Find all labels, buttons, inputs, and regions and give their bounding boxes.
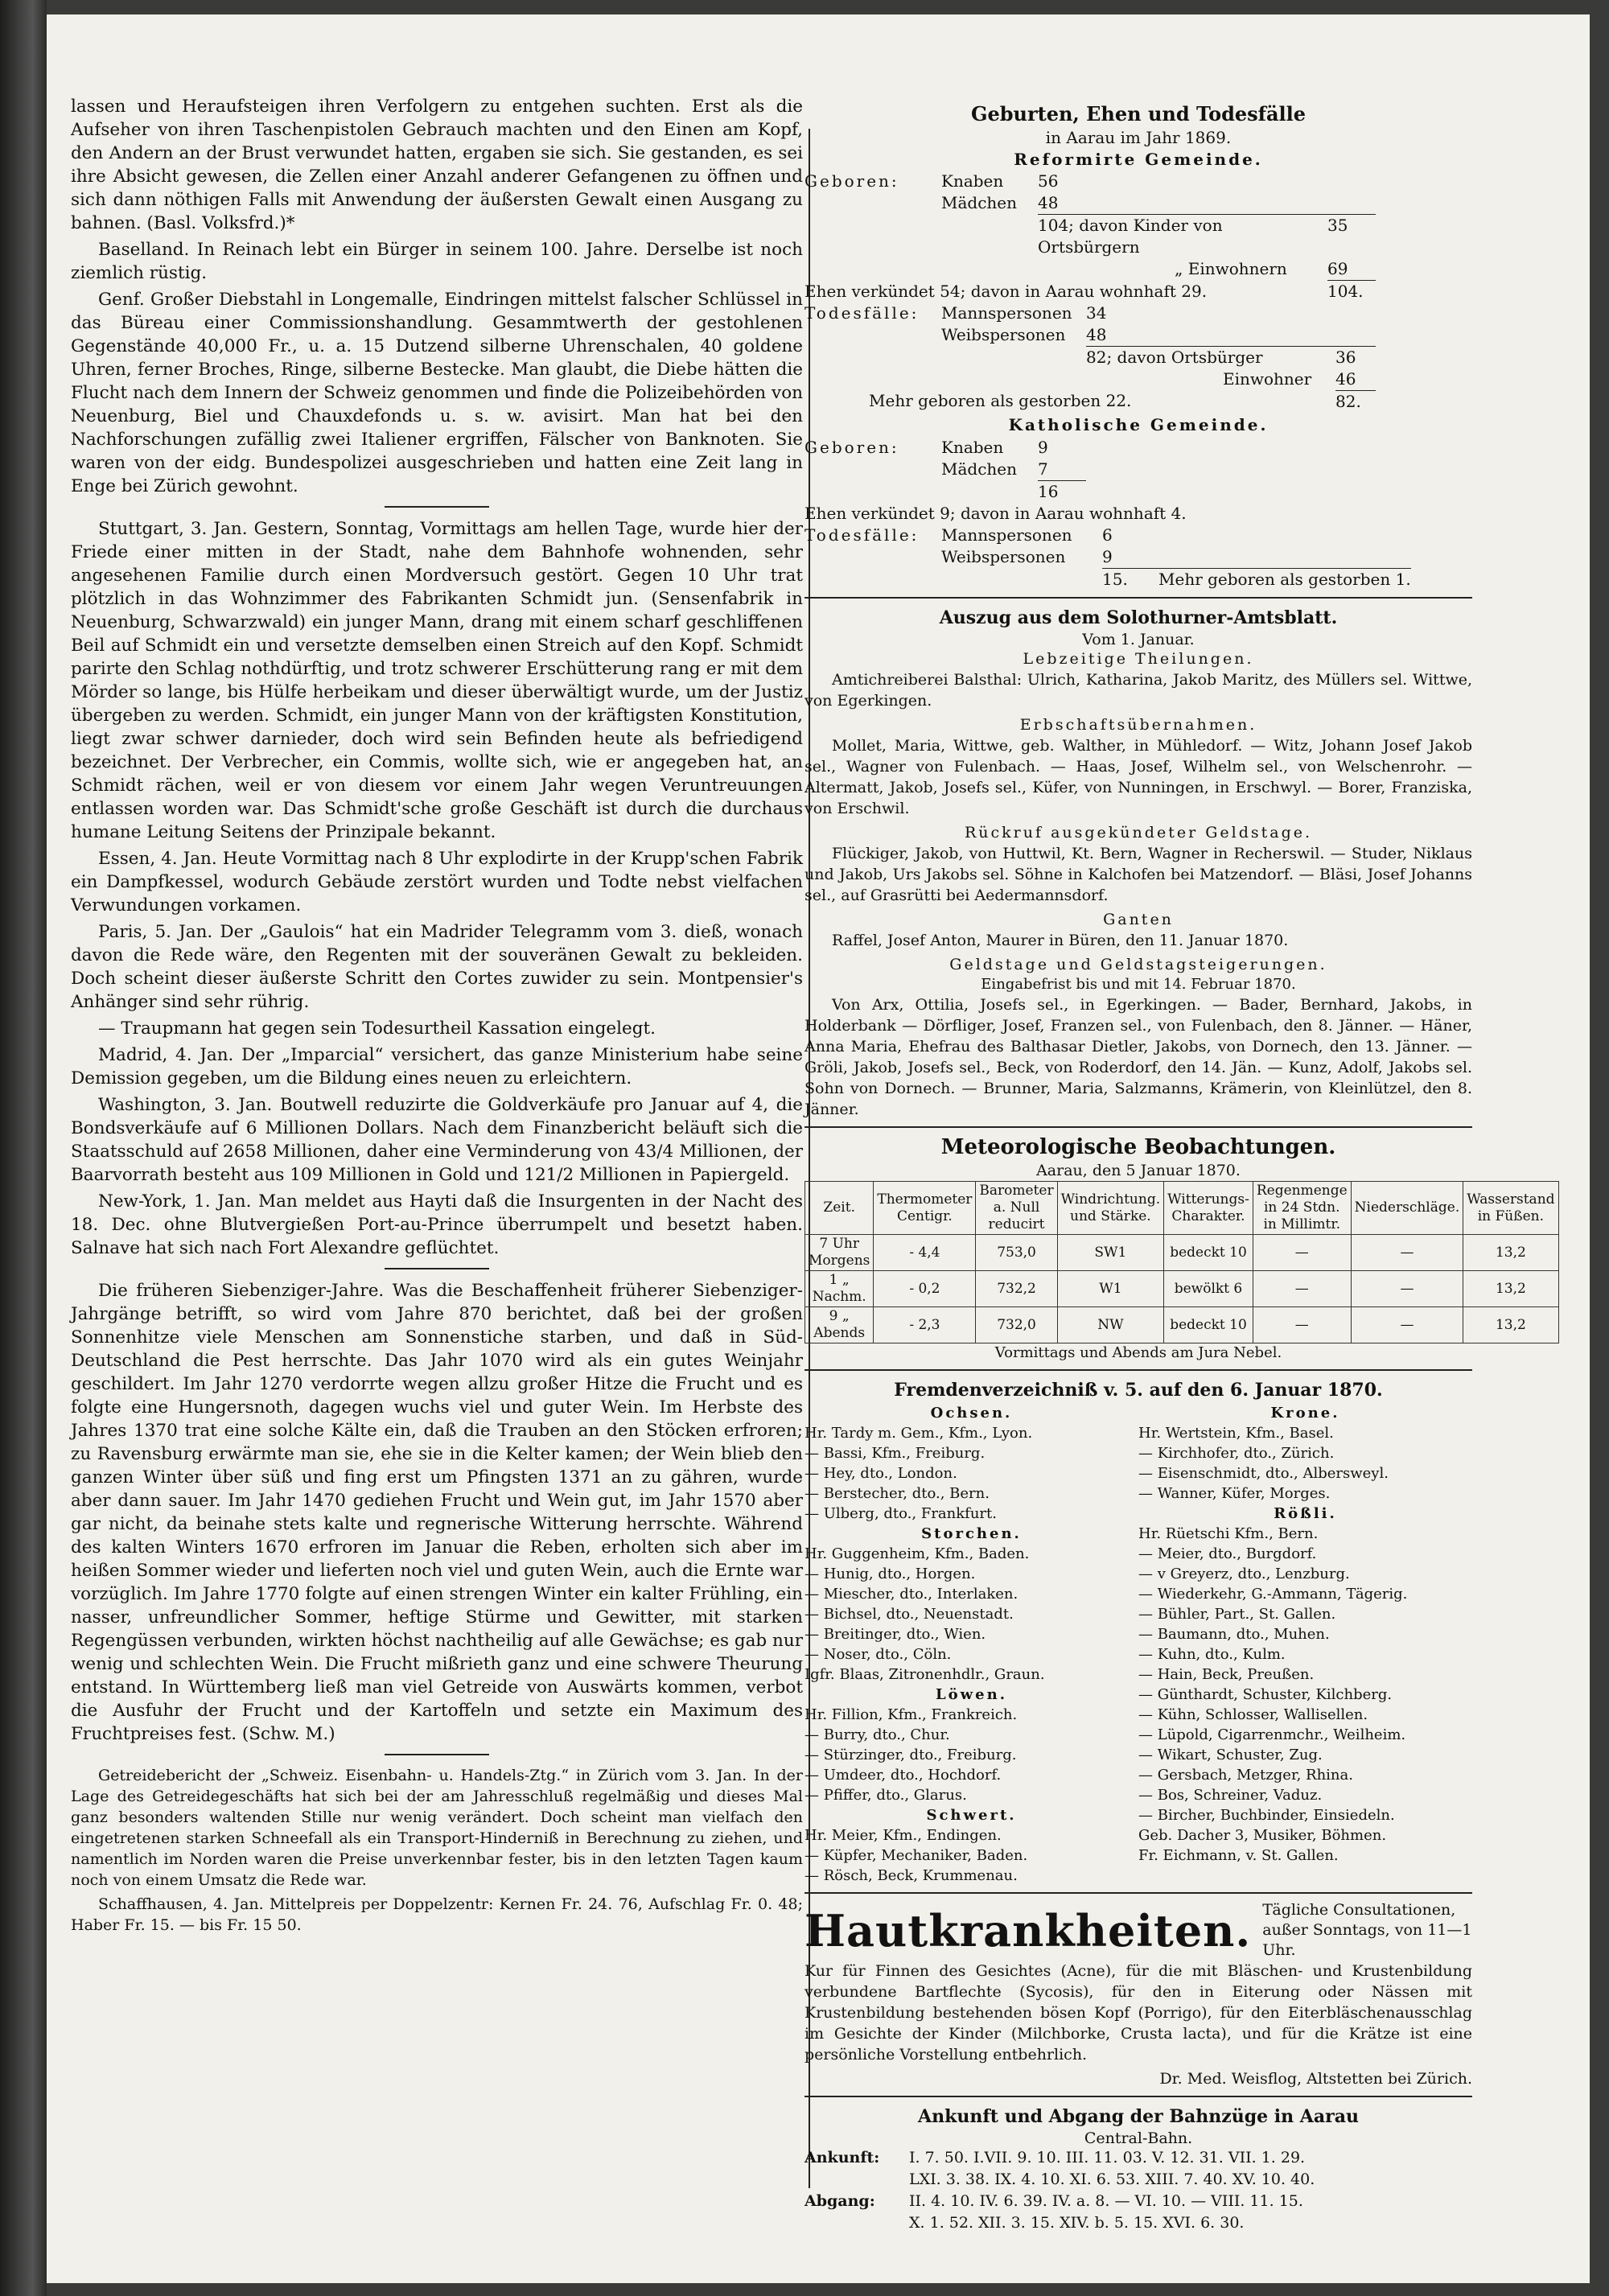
ad-hautkrankheiten: Hautkrankheiten. Tägliche Consultationen, außer Sonntags, von 11—1 Uhr. Kur für Finnen des Gesichtes (Acne), für die mit Bläschen- und Krustenbildung verbundene Bartflechte (Sycosis), für den in Eiterung oder Nässen mit Krustenbildung bestehenden bösen Kopf (Porrigo), für den Eiterbläschenausschlag im Gesichte der Kinder (Milchborke, Crusta lacta), und für die Krätze ist eine persönliche Vorstellung entbehrlich. Dr. Med. Weisflog, Altstetten bei Zürich.: [804, 1901, 1472, 2088]
list-item: Storchen.: [921, 1525, 1022, 1542]
list-item: — Meier, dto., Burgdorf.: [1138, 1545, 1317, 1562]
reformed-boys: 56: [1038, 171, 1059, 191]
catholic-heading: Katholische Gemeinde.: [1008, 415, 1269, 434]
list-item: — Rösch, Beck, Krummenau.: [804, 1867, 1018, 1884]
list-item: — Günthardt, Schuster, Kilchberg.: [1138, 1686, 1393, 1703]
fremden-title: Fremdenverzeichniß v. 5. auf den 6. Januar 1870.: [894, 1380, 1383, 1401]
train-arrivals: Ankunft: I. 7. 50. I.VII. 9. 10. III. 11. 03. V. 12. 31. VII. 1. 29.: [804, 2149, 1306, 2166]
list-item: — Berstecher, dto., Bern.: [804, 1485, 990, 1502]
list-item: Hr. Rüetschi Kfm., Bern.: [1138, 1525, 1319, 1542]
born-label: Geboren:: [804, 171, 899, 191]
right-column: Geburten, Ehen und Todesfälle in Aarau im Jahr 1869. Reformirte Gemeinde. Geboren: Knaben 56 Mädchen 48 104; davon Kinder von Ortsbürgern 35 „ Einwohnern 69 104. Ehen verkündet 54; davon in Aarau wohnhaft 29. Todesfälle: Mannspersonen 34 Weibspersonen 48 82; davon Ortsbürger 36 Einwohner 46 Mehr geboren als gestorben 22. 82. Katholische Gemeinde. Geboren: Knaben 9 Mädchen 7 16 Ehen verkündet 9; davon in Aarau wohnhaft 4. Todesfälle: Mannspersonen 6 Weibspersonen 9 15. Mehr geboren als gestorben 1. Auszug aus dem Solothurner-Amtsblatt. Vom 1. Januar. Lebzeitige Theilungen. Amtichreiberei Balsthal: Ulrich, Katharina, Jakob Maritz, des Müllers sel. Wittwe, von Egerkingen. Erbschaftsübernahmen. Mollet, Maria, Wittwe, geb. Walther, in Mühledorf. — Witz, Johann Josef Jakob sel., Wagner von Fulenbach. — Haas, Josef, Wilhelm sel., von Welschenrohr. — Altermatt, Jakob, Josefs sel., Küfer, von Nunningen, in Erschwyl. — Borer, Franziska, von Erschwil. Rückruf ausgekündeter Geldstage. Flückiger, Jakob, von Huttwil, Kt. Bern, Wagner in Recherswil. — Studer, Niklaus und Jakob, Urs Jakobs sel. Söhne in Kalchofen bei Matzendorf. — Bläsi, Josef Johanns sel., auf Grasrütti bei Aedermannsdorf. Ganten Raffel, Josef Anton, Maurer in Büren, den 11. Januar 1870. Geldstage und Geldstagsteigerungen. Eingabefrist bis und mit 14. Februar 1870. Von Arx, Ottilia, Josefs sel., in Egerkingen. — Bader, Bernhard, Jakobs, in Holderbank — Dörfliger, Josef, Franzen sel., von Fulenbach, den 8. Jänner. — Häner, Anna Maria, Ehefrau des Balthasar Dietler, Jakobs, von Dornech, den 13. Jänner. — Gröli, Jakob, Josefs sel., Beck, von Roderdorf, den 14. Jän. — Kunz, Adolf, Jakobs sel. Sohn von Dornech. — Brunner, Maria, Salzmanns, Krämerin, von Kleinlützel, den 8. Jänner. Meteorologische Beobachtungen. Aarau, den 5 Januar 1870. Zeit. Thermometer Centigr. Barometer a. Null reducirt Windrichtung. und Stärke. Witterungs-Charakter. Regenmenge in 24 Stdn. in Millimtr. Niederschläge. Wasserstand in Füßen. 7 Uhr Morgens - 4,4 753,0 SW1 bedeckt 10 — — 13,2 1 „ Nachm. - 0,2 732,2 W1 bewölkt 6 — — 13,2 9 „ Abends - 2,3 732,0 NW bedeckt 10 — — 13,2 Vormittags und Abends am Jura Nebel. Fremdenverzeichniß v. 5. auf den 6. Januar 1870. Ochsen. Hr. Tardy m. Gem., Kfm., Lyon. — Bassi, Kfm., Freiburg. — Hey, dto., London. — Berstecher, dto., Bern. — Ulberg, dto., Frankfurt. Storchen. Hr. Guggenheim, Kfm., Baden. — Hunig, dto., Horgen. — Miescher, dto., Interlaken. — Bichsel, dto., Neuenstadt. — Breitinger, dto., Wien. — Noser, dto., Cöln. Igfr. Blaas, Zitronenhdlr., Graun. Löwen. Hr. Fillion, Kfm., Frankreich. — Burry, dto., Chur. — Stürzinger, dto., Freiburg. — Umdeer, dto., Hochdorf. — Pfiffer, dto., Glarus. Schwert. Hr. Meier, Kfm., Endingen. — Küpfer, Mechaniker, Baden. — Rösch, Beck, Krummenau. Krone. Hr. Wertstein, Kfm., Basel. — Kirchhofer, dto., Zürich. — Eisenschmidt, dto., Albersweyl. — Wanner, Küfer, Morges. Rößli. Hr. Rüetschi Kfm., Bern. — Meier, dto., Burgdorf. — v Greyerz, dto., Lenzburg. — Wiederkehr, G.-Ammann, Tägerig. — Bühler, Part., St. Gallen. — Baumann, dto., Muhen. — Kuhn, dto., Kulm. — Hain, Beck, Preußen. — Günthardt, Schuster, Kilchberg. — Kühn, Schlosser, Wallisellen. — Lüpold, Cigarrenmchr., Weilheim. — Wikart, Schuster, Zug. — Gersbach, Metzger, Rhina. — Bos, Schreiner, Vaduz. — Bircher, Buchbinder, Einsiedeln. Geb. Dacher 3, Musiker, Böhmen. Fr. Eichmann, v. St. Gallen. Hautkrankheiten. Tägliche Consultationen, außer Sonntags, von 11—1 Uhr. Kur für Finnen des Gesichtes (Acne), für die mit Bläschen- und Krustenbildung verbundene Bartflechte (Sycosis), für den in Eiterung oder Nässen mit Krustenbildung bestehenden bösen Kopf (Porrigo), für den Eiterbläschenausschlag im Gesichte der Kinder (Milchborke, Crusta lacta), und für die Krätze ist eine persönliche Vorstellung entbehrlich. Dr. Med. Weisflog, Altstetten bei Zürich. Ankunft und Abgang der Bahnzüge in Aarau Central-Bahn. Ankunft: I. 7. 50. I.VII. 9. 10. III. 11. 03. V. 12. 31. VII. 1. 29. LXI. 3. 38. IX. 4. 10. XI. 6. 53. XIII. 7. 40. XV. 10. 40. Abgang: II. 4. 10. IV. 6. 39. IV. a. 8. — VI. 10. — VIII. 11. 15. X. 1. 52. XII. 3. 15. XIV. b. 5. 15. XVI. 6. 30.: [804, 95, 1472, 2234]
section-rule: [804, 1892, 1472, 1894]
article-baselland: Baselland. In Reinach lebt ein Bürger in seinem 100. Jahre. Derselbe ist noch ziemlich rüstig.: [71, 240, 803, 283]
article-getreidebericht: Getreidebericht der „Schweiz. Eisenbahn- u. Handels-Ztg.“ in Zürich vom 3. Jan. In der Lage des Getreidegeschäfts hat sich bei der am Jahresschluß regelmäßig und dieses Mal ganz besonders waltenden Stille nur wenig verändert. Doch scheint man vielfach den eingetretenen starken Schneefall als ein Transport-Hinderniß in Berechnung zu ziehen, und namentlich im Norden waren die Preise unverkennbar fester, bis in den letzten Tagen kaum noch von einem Umsatz die Rede war.: [71, 1767, 803, 1889]
section-rule: [804, 2096, 1472, 2097]
train-departures: Abgang: II. 4. 10. IV. 6. 39. IV. a. 8. — VI. 10. — VIII. 11. 15.: [804, 2192, 1303, 2210]
vital-stats-subtitle: in Aarau im Jahr 1869.: [1045, 128, 1232, 147]
boys-label: Knaben: [941, 171, 1004, 191]
meteo-note: Vormittags und Abends am Jura Nebel.: [994, 1344, 1282, 1361]
section-rule: [385, 1754, 489, 1755]
meteo-table: Zeit. Thermometer Centigr. Barometer a. Null reducirt Windrichtung. und Stärke. Witterungs-Charakter. Regenmenge in 24 Stdn. in Millimtr. Niederschläge. Wasserstand in Füßen. 7 Uhr Morgens - 4,4 753,0 SW1 bedeckt 10 — — 13,2 1 „ Nachm. - 0,2 732,2 W1 bewölkt 6 — — 13,2 9 „ Abends - 2,3 732,0 NW bedeckt 10 — — 13,2: [804, 1181, 1559, 1343]
list-item: Löwen.: [936, 1686, 1007, 1703]
article-washington: Washington, 3. Jan. Boutwell reduzirte die Goldverkäufe pro Januar auf 4, die Bondsverkäufe auf 6 Millionen Dollars. Nach dem Finanzbericht beläuft sich die Staatsschuld auf 2658 Millionen, daher eine Verminderung von 43/4 Millionen, der Baarvorrath besteht aus 109 Millionen in Gold und 121/2 Millionen in Papiergeld.: [71, 1095, 803, 1185]
list-item: — Küpfer, Mechaniker, Baden.: [804, 1847, 1028, 1864]
article-genf: Genf. Großer Diebstahl in Longemalle, Eindringen mittelst falscher Schlüssel in das Büreau einer Commissionshandlung. Gesammtwerth der gestohlenen Gegenstände 40,000 Fr., u. a. 15 Dutzend silberne Uhrenschalen, 40 goldene Uhren, ferner Broches, Ringe, silberne Bestecke. Man glaubt, die Diebe hätten die Flucht nach dem Innern der Schweiz genommen und finde die Polizeibehörden von Neuenburg, Biel und Chauxdefonds u. s. w. avisirt. Man hat bei den Nachforschungen zufällig zwei Italiener ergriffen, Fälscher von Banknoten. Sie waren von der eidg. Bundespolizei ausgeschrieben und hatten eine Zeit lang in Enge bei Zürich gewohnt.: [71, 290, 803, 496]
list-item: — Umdeer, dto., Hochdorf.: [804, 1767, 1002, 1784]
article-new-york: New-York, 1. Jan. Man meldet aus Hayti daß die Insurgenten in der Nacht des 18. Dec. ohne Blutvergießen Port-au-Prince überrumpelt und besetzt haben. Salnave hat sich nach Fort Alexandre geflüchtet.: [71, 1191, 803, 1258]
list-item: — Bassi, Kfm., Freiburg.: [804, 1445, 986, 1462]
list-item: — Hey, dto., London.: [804, 1465, 957, 1482]
list-item: — Miescher, dto., Interlaken.: [804, 1586, 1018, 1603]
list-item: Schwert.: [926, 1807, 1017, 1824]
list-item: Rößli.: [1274, 1505, 1337, 1522]
list-item: — Kirchhofer, dto., Zürich.: [1138, 1445, 1335, 1462]
list-item: — Lüpold, Cigarrenmchr., Weilheim.: [1138, 1726, 1406, 1743]
list-item: — Burry, dto., Chur.: [804, 1726, 950, 1743]
list-item: — Hunig, dto., Horgen.: [804, 1566, 976, 1582]
list-item: — Ulberg, dto., Frankfurt.: [804, 1505, 997, 1522]
reformed-girls: 48: [1038, 193, 1059, 212]
ad-headline: Hautkrankheiten.: [804, 1904, 1252, 1957]
deaths-label: Todesfälle:: [804, 303, 920, 323]
list-item: Hr. Fillion, Kfm., Frankreich.: [804, 1706, 1018, 1723]
section-rule: [385, 506, 489, 508]
left-column: [71, 95, 803, 1939]
list-item: Hr. Wertstein, Kfm., Basel.: [1138, 1425, 1334, 1442]
catholic-marriages: Ehen verkündet 9; davon in Aarau wohnhaft 4.: [804, 504, 1187, 523]
amtsblatt-title: Auszug aus dem Solothurner-Amtsblatt.: [939, 607, 1338, 628]
list-item: — Wiederkehr, G.-Ammann, Tägerig.: [1138, 1586, 1408, 1603]
guest-list-left: [804, 1403, 1138, 1886]
list-item: — Pfiffer, dto., Glarus.: [804, 1787, 967, 1804]
list-item: — Noser, dto., Cöln.: [804, 1646, 952, 1663]
list-item: — Breitinger, dto., Wien.: [804, 1626, 986, 1643]
list-item: Fr. Eichmann, v. St. Gallen.: [1138, 1847, 1339, 1864]
article-paris: Paris, 5. Jan. Der „Gaulois“ hat ein Madrider Telegramm vom 3. dieß, wonach davon die Rede wäre, den Regenten mit der souveränen Gewalt zu bekleiden. Doch scheint dieser äußerste Schritt den Cortes zuwider zu sein. Montpensier's Anhänger sind sehr rührig.: [71, 922, 803, 1012]
list-item: — Baumann, dto., Muhen.: [1138, 1626, 1330, 1643]
article-madrid: Madrid, 4. Jan. Der „Imparcial“ versichert, das ganze Ministerium habe seine Demission gegeben, um die Bildung eines neuen zu erleichtern.: [71, 1045, 803, 1088]
catholic-girls: 7: [1038, 459, 1048, 479]
list-item: — Kühn, Schlosser, Wallisellen.: [1138, 1706, 1368, 1723]
section-rule: [804, 1369, 1472, 1371]
list-item: Krone.: [1270, 1405, 1340, 1422]
article-essen: Essen, 4. Jan. Heute Vormittag nach 8 Uhr explodirte in der Krupp'schen Fabrik ein Dampfkessel, wodurch Gebäude zerstört wurden und Todte nebst vielfachen Verwundungen vorkamen.: [71, 849, 803, 916]
trains-title: Ankunft und Abgang der Bahnzüge in Aarau: [918, 2106, 1359, 2127]
meteo-title: Meteorologische Beobachtungen.: [940, 1135, 1336, 1159]
reformed-born-sum: 104; davon Kinder von Ortsbürgern: [1038, 214, 1327, 258]
article-traupmann: — Traupmann hat gegen sein Todesurtheil Kassation eingelegt.: [98, 1018, 656, 1039]
list-item: — Stürzinger, dto., Freiburg.: [804, 1747, 1017, 1763]
list-item: — Gersbach, Metzger, Rhina.: [1138, 1767, 1353, 1784]
list-item: — Bühler, Part., St. Gallen.: [1138, 1606, 1336, 1623]
guest-list-right: [1138, 1403, 1472, 1886]
list-item: Igfr. Blaas, Zitronenhdlr., Graun.: [804, 1666, 1045, 1683]
list-item: Ochsen.: [930, 1405, 1013, 1422]
list-item: — Bos, Schreiner, Vaduz.: [1138, 1787, 1323, 1804]
list-item: — v Greyerz, dto., Lenzburg.: [1138, 1566, 1350, 1582]
list-item: — Hain, Beck, Preußen.: [1138, 1666, 1315, 1683]
article-siebenziger-jahre: Die früheren Siebenziger-Jahre. Was die Beschaffenheit früherer Siebenziger-Jahrgänge betrifft, so wird vom Jahre 870 berichtet, daß bei der großen Sonnenhitze viele Menschen am Sonnenstiche starben, und daß in Süd-Deutschland die Pest herrschte. Das Jahr 1070 wird als ein gutes Weinjahr geschildert. Im Jahr 1270 verdorrte wegen allzu großer Hitze die Frucht und es folgte eine Hungersnoth, dagegen wuchs viel und guter Wein. Im Herbste des Jahres 1370 trat eine solche Kälte ein, daß die Trauben an den Stöcken erfroren; zu Ravensburg erwärmte man sie, ehe sie in die Kelter kamen; der Wein blieb den ganzen Winter über süß und fing erst um Pfingsten 1371 an zu gähren, wurde aber dann sauer. Im Jahr 1470 gediehen Frucht und Wein gut, im Jahr 1570 aber gar nicht, da beinahe stets kalte und regnerische Witterung herrschte. Während des kalten Winters 1670 erfroren im Januar die Reben, erholten sich aber im heißen Sommer wieder und lieferten noch viel und guten Wein, auch die Ernte war vorzüglich. Im Jahre 1770 folgte auf einen strengen Winter ein kalter Frühling, ein nasser, unfreundlicher Sommer, heftige Stürme und Gewitter, mit starken Regengüssen verbunden, wirkten höchst nachtheilig auf alle Gewächse; es gab nur wenig und schlechten Wein. Die Frucht mißrieth ganz und eine schwere Theurung entstand. In Württemberg ließ man viel Getreide von Auswärts kommen, verbot die Ausfuhr der Frucht und der Kartoffeln und setzte ein Maximum des Fruchtpreises fest. (Schw. M.): [71, 1281, 803, 1744]
article-schaffhausen: Schaffhausen, 4. Jan. Mittelpreis per Doppelzentr: Kernen Fr. 24. 76, Aufschlag Fr. 0. 48; Haber Fr. 15. — bis Fr. 15 50.: [71, 1895, 803, 1934]
list-item: — Bichsel, dto., Neuenstadt.: [804, 1606, 1014, 1623]
list-item: — Wikart, Schuster, Zug.: [1138, 1747, 1323, 1763]
reformed-heading: Reformirte Gemeinde.: [1014, 150, 1263, 169]
section-rule: [804, 1126, 1472, 1128]
article-stuttgart: Stuttgart, 3. Jan. Gestern, Sonntag, Vormittags am hellen Tage, wurde hier der Friede einer mitten in der Stadt, nahe dem Bahnhofe wohnenden, sehr angesehenen Familie durch einen Mordversuch gestört. Gegen 10 Uhr trat plötzlich in das Wohnzimmer des Fabrikanten Schmidt jun. (Sensenfabrik in Neuenburg, Schwarzwald) ein junger Mann, drang mit einem scharf geschliffenen Beil auf Schmidt ein und versetzte demselben einen Streich auf den Kopf. Schmidt parirte den Schlag nothdürftig, und trotz schwerer Erschütterung rang er mit dem Mörder so lange, bis Hülfe herbeikam und dieser überwältigt wurde, um der Justiz übergeben zu werden. Schmidt, ein junger Mann von der kräftigsten Konstitution, liegt zwar schwer darnieder, doch wird sein Befinden heute als befriedigend bezeichnet. Der Verbrecher, ein Commis, wollte sich, wie er angegeben hat, an Schmidt rächen, weil er von diesem vor einem Jahr wegen Veruntreuungen entlassen worden war. Das Schmidt'sche große Geschäft ist durch die durchaus humane Leitung Seitens der Prinzipale bekannt.: [71, 519, 803, 842]
list-item: Hr. Guggenheim, Kfm., Baden.: [804, 1545, 1030, 1562]
section-rule: [804, 597, 1472, 599]
vital-stats-title: Geburten, Ehen und Todesfälle: [970, 102, 1307, 125]
table-row: 1 „ Nachm. - 0,2 732,2 W1 bewölkt 6 — — 13,2: [805, 1271, 1559, 1307]
list-item: — Wanner, Küfer, Morges.: [1138, 1485, 1331, 1502]
table-row: 7 Uhr Morgens - 4,4 753,0 SW1 bedeckt 10 — — 13,2: [805, 1235, 1559, 1271]
list-item: — Kuhn, dto., Kulm.: [1138, 1646, 1286, 1663]
list-item: — Bircher, Buchbinder, Einsiedeln.: [1138, 1807, 1395, 1824]
catholic-boys: 9: [1038, 438, 1048, 457]
reformed-marriages: Ehen verkündet 54; davon in Aarau wohnhaft 29.: [804, 282, 1208, 301]
list-item: — Eisenschmidt, dto., Albersweyl.: [1138, 1465, 1389, 1482]
list-item: Geb. Dacher 3, Musiker, Böhmen.: [1138, 1827, 1387, 1844]
reformed-surplus: Mehr geboren als gestorben 22.: [869, 391, 1132, 410]
article-prison-escape: lassen und Heraufsteigen ihren Verfolgern zu entgehen suchten. Erst als die Aufseher von ihren Taschenpistolen Gebrauch machten und den Einen am Kopf, den Andern an der Brust verwundet hatten, ergaben sie sich. Sie gestanden, es sei ihre Absicht gewesen, die Zellen einer Anzahl anderer Gefangenen zu öffnen und sich dann nöthigen Falls mit Anwendung der äußersten Gewalt einen Ausgang zu bahnen. (Basl. Volksfrd.)*: [71, 97, 803, 233]
table-row: 9 „ Abends - 2,3 732,0 NW bedeckt 10 — — 13,2: [805, 1307, 1559, 1343]
list-item: Hr. Meier, Kfm., Endingen.: [804, 1827, 1002, 1844]
catholic-surplus: Mehr geboren als gestorben 1.: [1158, 570, 1411, 589]
girls-label: Mädchen: [941, 193, 1018, 212]
guest-list: [804, 1403, 1472, 1886]
book-spine: [0, 0, 47, 2296]
section-rule: [385, 1268, 489, 1269]
list-item: Hr. Tardy m. Gem., Kfm., Lyon.: [804, 1425, 1033, 1442]
